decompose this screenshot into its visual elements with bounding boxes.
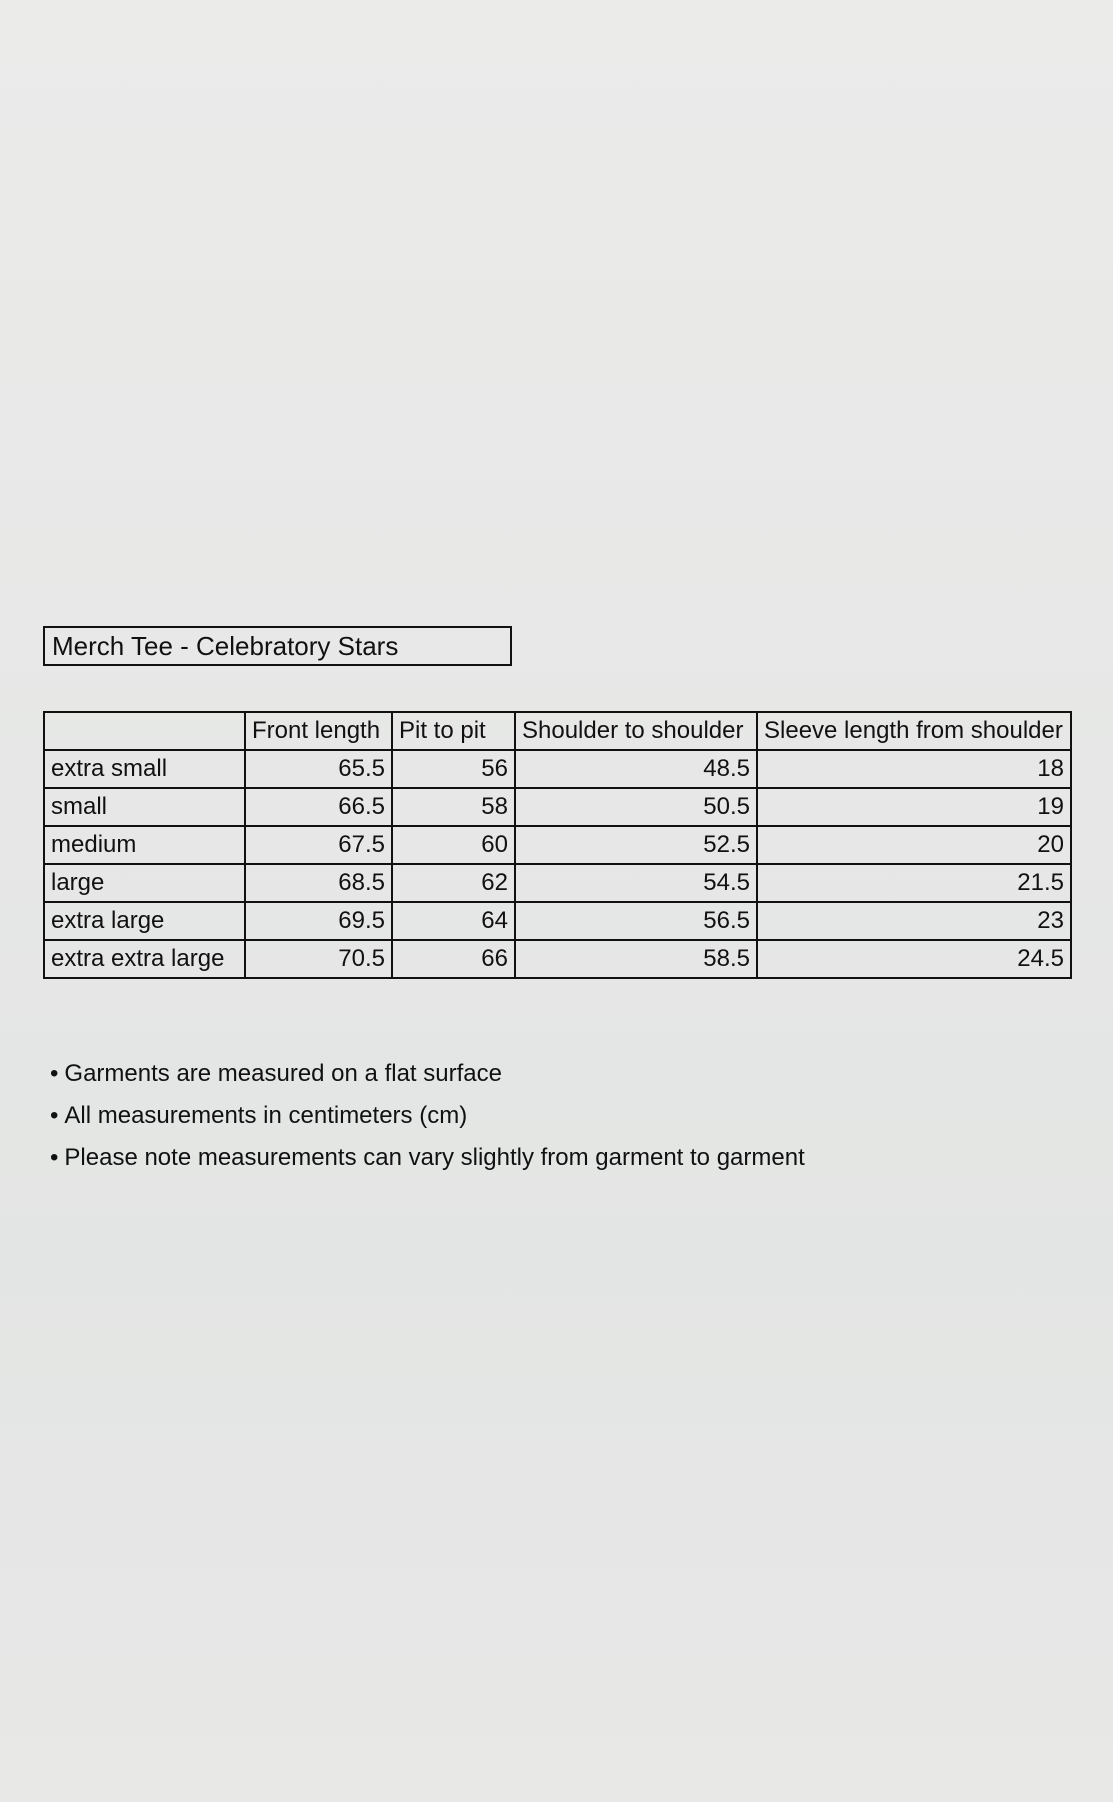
chart-title: Merch Tee - Celebratory Stars [43, 626, 512, 666]
bullet-icon: • [50, 1144, 59, 1171]
table-cell: 56.5 [515, 902, 757, 940]
table-cell: 65.5 [245, 750, 392, 788]
list-item [50, 1053, 805, 1095]
list-item [50, 1095, 805, 1137]
note-text: All measurements in centimeters (cm) [64, 1102, 468, 1129]
table-cell: 69.5 [245, 902, 392, 940]
size-label: medium [44, 826, 245, 864]
table-cell: 20 [757, 826, 1071, 864]
column-header-shoulder-to-shoulder: Shoulder to shoulder [515, 712, 757, 750]
column-header-sleeve-length: Sleeve length from shoulder [757, 712, 1071, 750]
size-label: small [44, 788, 245, 826]
table-cell: 18 [757, 750, 1071, 788]
table-cell: 50.5 [515, 788, 757, 826]
table-row [44, 902, 1071, 940]
table-row [44, 940, 1071, 978]
table-cell: 64 [392, 902, 515, 940]
table-header-row [44, 712, 1071, 750]
table-cell: 19 [757, 788, 1071, 826]
table-row [44, 864, 1071, 902]
note-text: Please note measurements can vary slightly from garment to garment [64, 1144, 805, 1171]
size-label: extra extra large [44, 940, 245, 978]
table-corner-cell [44, 712, 245, 750]
size-label: extra large [44, 902, 245, 940]
table-cell: 58.5 [515, 940, 757, 978]
size-chart-table [43, 711, 1072, 979]
notes-list [50, 1053, 805, 1179]
column-header-front-length: Front length [245, 712, 392, 750]
table-cell: 21.5 [757, 864, 1071, 902]
column-header-pit-to-pit: Pit to pit [392, 712, 515, 750]
size-label: extra small [44, 750, 245, 788]
table-cell: 24.5 [757, 940, 1071, 978]
size-label: large [44, 864, 245, 902]
table-cell: 23 [757, 902, 1071, 940]
table-cell: 70.5 [245, 940, 392, 978]
table-cell: 68.5 [245, 864, 392, 902]
bullet-icon: • [50, 1060, 59, 1087]
table-cell: 58 [392, 788, 515, 826]
table-row [44, 750, 1071, 788]
table-cell: 66 [392, 940, 515, 978]
table-row [44, 826, 1071, 864]
table-cell: 60 [392, 826, 515, 864]
table-cell: 52.5 [515, 826, 757, 864]
table-cell: 54.5 [515, 864, 757, 902]
note-text: Garments are measured on a flat surface [64, 1060, 502, 1087]
table-cell: 62 [392, 864, 515, 902]
table-cell: 56 [392, 750, 515, 788]
table-cell: 48.5 [515, 750, 757, 788]
table-cell: 66.5 [245, 788, 392, 826]
table-row [44, 788, 1071, 826]
bullet-icon: • [50, 1102, 59, 1129]
table-cell: 67.5 [245, 826, 392, 864]
list-item [50, 1137, 805, 1179]
